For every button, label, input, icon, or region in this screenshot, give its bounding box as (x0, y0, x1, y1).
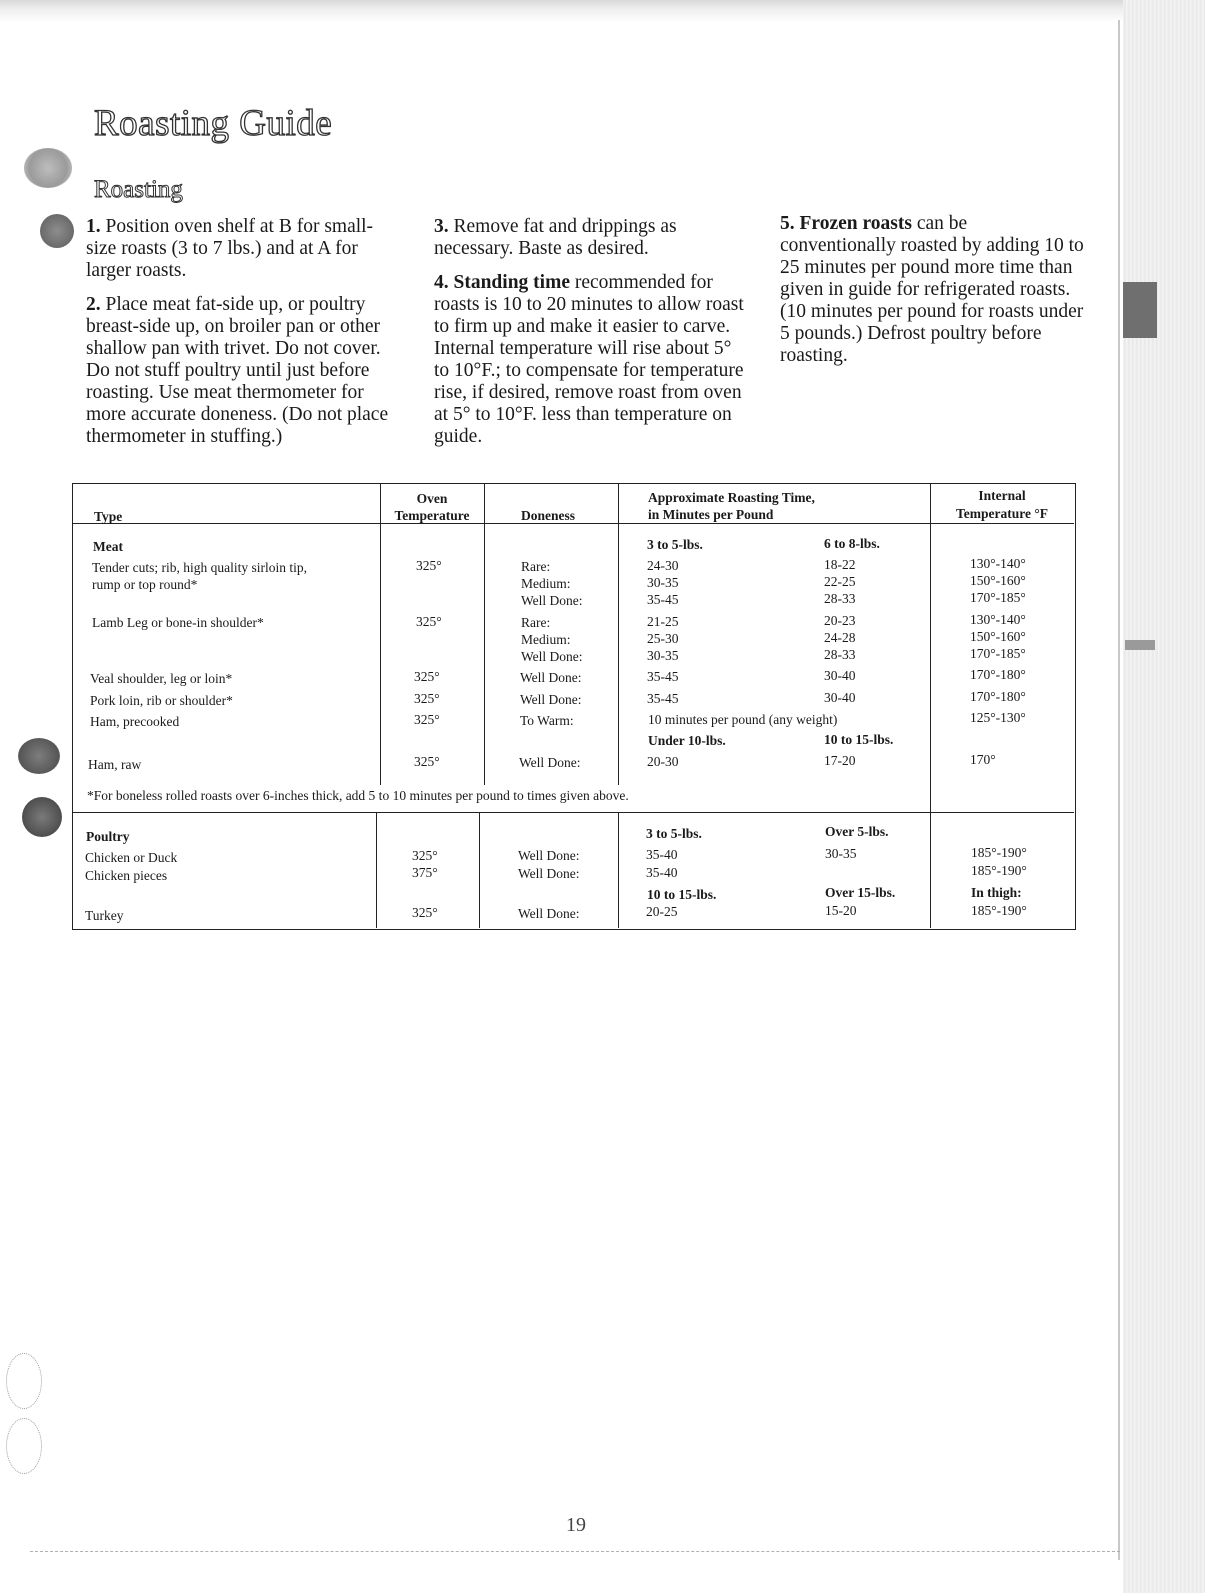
time-value: 30-35 (825, 846, 857, 861)
time-value: 28-33 (824, 647, 856, 662)
poultry-type: Chicken pieces (85, 868, 168, 883)
weight-label: 3 to 5-lbs. (646, 826, 702, 841)
meat-type: Tender cuts; rib, high quality sirloin tip, (92, 560, 308, 575)
instructions-column-2 (434, 216, 749, 460)
internal-temp: 130°-140° (970, 556, 1026, 571)
internal-temp: 170°-180° (970, 667, 1026, 682)
doneness: Medium: (521, 576, 571, 591)
index-tab-mark-small (1125, 640, 1155, 650)
weight-label: Under 10-lbs. (648, 733, 726, 748)
time-value: 21-25 (647, 614, 679, 629)
weight-label: 10 to 15-lbs. (647, 887, 717, 902)
column-divider (930, 483, 931, 928)
weight-label: Over 5-lbs. (825, 824, 889, 839)
time-value: 24-28 (824, 630, 856, 645)
scan-top-edge (0, 0, 1205, 22)
meat-type: Ham, raw (88, 757, 142, 772)
header-internal: Internal (978, 488, 1026, 503)
section-divider (72, 812, 1074, 813)
step-5: 5. Frozen roasts can be conventionally roasted by adding 10 to 25 minutes per pound more time than given in guide for refrigerated roasts. (10 minutes per pound for roasts under 5 pounds.) Defrost poultry before roasting. (780, 213, 1084, 366)
step-2: 2. Place meat fat-side up, or poultry breast-side up, on broiler pan or other shallow pan with trivet. Do not cover. Do not stuff poultry until just before roasting. Use meat thermometer for more accurate doneness. (Do not place thermometer in stuffing.) (86, 294, 389, 447)
time-value: 28-33 (824, 591, 856, 606)
doneness: Well Done: (521, 593, 583, 608)
time-value: 30-35 (647, 575, 679, 590)
column-divider (479, 812, 480, 928)
scan-right-edge (1123, 0, 1205, 1593)
meat-type: Ham, precooked (90, 714, 180, 729)
binder-hole-icon (24, 148, 72, 188)
step-1: 1. Position oven shelf at B for small-size roasts (3 to 7 lbs.) and at A for larger roasts. (86, 216, 374, 281)
column-divider (618, 483, 619, 785)
time-value: 30-35 (647, 648, 679, 663)
section-poultry: Poultry (86, 829, 130, 844)
internal-temp: 185°-190° (971, 863, 1027, 878)
instructions-column-1 (86, 216, 396, 460)
weight-label: 10 to 15-lbs. (824, 732, 894, 747)
doneness: Well Done: (518, 906, 580, 921)
doneness: Rare: (521, 559, 551, 574)
weight-label: 3 to 5-lbs. (647, 537, 703, 552)
doneness: Well Done: (518, 866, 580, 881)
time-value: 25-30 (647, 631, 679, 646)
internal-temp: 150°-160° (970, 629, 1026, 644)
oven-temp: 325° (414, 669, 440, 684)
weight-label: Over 15-lbs. (825, 885, 896, 900)
binder-hole-outline-icon (6, 1418, 42, 1474)
header-internal-temp: Temperature °F (955, 506, 1048, 521)
meat-type: Lamb Leg or bone-in shoulder* (92, 615, 264, 630)
header-time-sub: in Minutes per Pound (648, 507, 774, 522)
poultry-type: Chicken or Duck (85, 850, 178, 865)
bottom-edge-line (30, 1551, 1120, 1552)
internal-temp: 185°-190° (971, 845, 1027, 860)
page-edge-line (1118, 20, 1120, 1560)
meat-type: rump or top round* (92, 577, 198, 592)
time-value: 22-25 (824, 574, 856, 589)
time-value: 30-40 (824, 690, 856, 705)
internal-temp: 170°-180° (970, 689, 1026, 704)
doneness: Rare: (521, 615, 551, 630)
oven-temp: 325° (412, 905, 438, 920)
doneness: Well Done: (521, 649, 583, 664)
time-value: 10 minutes per pound (any weight) (648, 712, 838, 727)
step-4: 4. Standing time recommended for roasts is 10 to 20 minutes to allow roast to firm up and make it easier to carve. Internal temperature will rise about 5° to 10°F.; to compensate for temperature rise, if desired, remove roast from oven at 5° to 10°F. less than temperature on guide. (434, 272, 744, 447)
time-value: 20-25 (646, 904, 678, 919)
oven-temp: 375° (412, 865, 438, 880)
oven-temp: 325° (414, 712, 440, 727)
column-divider (484, 483, 485, 785)
poultry-type: Turkey (85, 908, 124, 923)
header-doneness: Doneness (521, 508, 576, 523)
binder-hole-icon (18, 738, 60, 774)
page-title: Roasting Guide (94, 103, 333, 144)
time-value: 20-23 (824, 613, 856, 628)
time-value: 35-45 (647, 669, 679, 684)
time-value: 35-45 (647, 691, 679, 706)
column-divider (376, 812, 377, 928)
time-value: 30-40 (824, 668, 856, 683)
oven-temp: 325° (416, 558, 442, 573)
doneness: Medium: (521, 632, 571, 647)
step-3: 3. Remove fat and drippings as necessary. Baste as desired. (434, 216, 677, 259)
oven-temp: 325° (414, 691, 440, 706)
doneness: Well Done: (520, 692, 582, 707)
doneness: To Warm: (520, 713, 574, 728)
binder-hole-icon (40, 214, 74, 248)
meat-type: Veal shoulder, leg or loin* (90, 671, 233, 686)
time-value: 20-30 (647, 754, 679, 769)
internal-temp: 125°-130° (970, 710, 1026, 725)
time-value: 35-40 (646, 847, 678, 862)
oven-temp: 325° (412, 848, 438, 863)
binder-hole-outline-icon (6, 1353, 42, 1409)
page-number: 19 (566, 1514, 586, 1536)
table-footnote: *For boneless rolled roasts over 6-inches thick, add 5 to 10 minutes per pound to times given above. (87, 788, 629, 803)
time-value: 15-20 (825, 903, 857, 918)
section-title: Roasting (94, 176, 183, 203)
roasting-table (72, 483, 1076, 930)
header-oven-temp: Temperature (394, 508, 470, 523)
time-value: 35-40 (646, 865, 678, 880)
time-value: 17-20 (824, 753, 856, 768)
doneness: Well Done: (518, 848, 580, 863)
header-time: Approximate Roasting Time, (648, 490, 815, 505)
internal-temp: 130°-140° (970, 612, 1026, 627)
header-oven: Oven (416, 491, 448, 506)
column-divider (618, 812, 619, 928)
internal-temp: 170° (970, 752, 996, 767)
binder-hole-icon (22, 797, 62, 837)
oven-temp: 325° (414, 754, 440, 769)
section-meat: Meat (93, 539, 123, 554)
internal-temp: 185°-190° (971, 903, 1027, 918)
doneness: Well Done: (519, 755, 581, 770)
column-divider (380, 483, 381, 785)
internal-temp: 170°-185° (970, 590, 1026, 605)
internal-temp: 170°-185° (970, 646, 1026, 661)
time-value: 24-30 (647, 558, 679, 573)
index-tab-mark (1123, 282, 1157, 338)
weight-label: 6 to 8-lbs. (824, 536, 880, 551)
internal-label: In thigh: (971, 885, 1022, 900)
oven-temp: 325° (416, 614, 442, 629)
meat-type: Pork loin, rib or shoulder* (90, 693, 233, 708)
doneness: Well Done: (520, 670, 582, 685)
header-type: Type (94, 509, 123, 524)
internal-temp: 150°-160° (970, 573, 1026, 588)
instructions-column-3 (780, 213, 1085, 379)
time-value: 18-22 (824, 557, 856, 572)
time-value: 35-45 (647, 592, 679, 607)
